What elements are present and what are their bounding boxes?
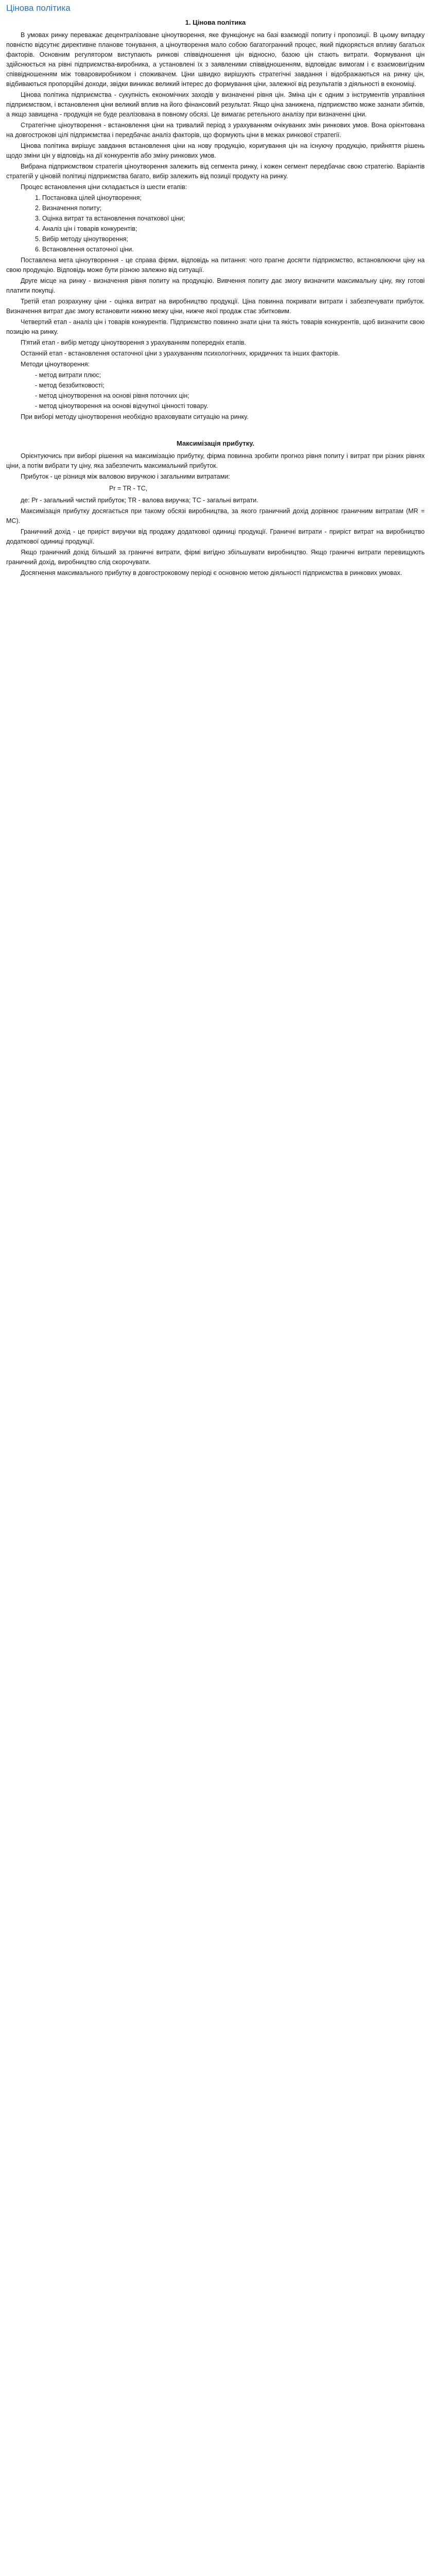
list-item: 5. Вибір методу ціноутворення;	[35, 235, 129, 243]
list-item: 2. Визначення попиту;	[35, 205, 102, 212]
paragraph: Якщо граничний дохід більший за граничні витрати, фірмі вигідно збільшувати виробництво. Якщо граничні витрати перевищують граничний дохід, виробництво слід скорочувати.	[6, 549, 425, 566]
methods-list	[6, 370, 425, 411]
page-title: Цінова політика	[6, 3, 71, 13]
paragraph: Орієнтуючись при виборі рішення на максимізацію прибутку, фірма повинна зробити прогноз рівня попиту і витрат при різних рівнях ціни, а потім вибрати ту ціну, яка забезпечить максимальний прибуток.	[6, 452, 425, 469]
paragraph: Поставлена мета ціноутворення - це справа фірми, відповідь на питання: чого прагне досягти підприємство, встановлюючи ціну на свою продукцію. Відповідь може бути різною залежно від ситуації.	[6, 257, 425, 274]
list-item: - метод ціноутворення на основі рівня поточних цін;	[35, 392, 189, 399]
paragraph: Третій етап розрахунку ціни - оцінка витрат на виробництво продукції. Ціна повинна покривати витрати і забезпечувати прибуток. Визначення витрат дає змогу встановити нижню межу ціни, нижче якої продаж стає збитковим.	[6, 298, 425, 315]
section-heading: Максимізація прибутку.	[177, 439, 254, 447]
paragraph: Четвертий етап - аналіз цін і товарів конкурентів. Підприємство повинно знати ціни та якість товарів конкурентів, щоб визначити свою позицію на ринку.	[6, 318, 425, 335]
paragraph: П'ятий етап - вибір методу ціноутворення з урахуванням попередніх етапів.	[21, 339, 246, 346]
formula: Pr = TR - TC,	[109, 485, 148, 492]
list-item: 6. Встановлення остаточної ціни.	[35, 246, 134, 253]
paragraph: Прибуток - це різниця між валовою виручкою і загальними витратами:	[21, 473, 230, 480]
list-item: 1. Постановка цілей ціноутворення;	[35, 194, 142, 201]
paragraph: Цінова політика вирішує завдання встановлення ціни на нову продукцію, коригування цін на існуючу продукцію, прийняття рішень щодо зміни цін у відповідь на дії конкурентів або зміну ринкових умов.	[6, 142, 425, 159]
list-intro: Процес встановлення ціни складається із шести етапів:	[21, 183, 187, 191]
list-item: - метод витрати плюс;	[35, 371, 101, 379]
paragraph: В умовах ринку переважає децентралізоване ціноутворення, яке функціонує на базі взаємодії попиту і пропозиції. В цьому випадку повністю відсутнє директивне планове тонування, а ціноутворення мало собою багатогранний процес, який підкоряється впливу багатьох факторів. Основним регулятором виступають ринкові співвідношення цін відносно, базою цін стають витрати. Формування цін здійснюється на рівні підприємства-виробника, а установлені їх з заявленими співвідношенням, відповідає вимогам і є взаємовигідним співвідношенням між товаровиробником і споживачем. Ціни швидко вирішують стратегічні завдання і відображаються на ринку цін, відбиваються пропорційні доходи, звідки виникає великий інтерес до формування ціни, залежної від результатів з діяльності в економіці.	[6, 31, 425, 88]
list-item: 4. Аналіз цін і товарів конкурентів;	[35, 225, 137, 232]
paragraph: Друге місце на ринку - визначення рівня попиту на продукцію. Вивчення попиту дає змогу визначити максимальну ціну, яку готові платити покупці.	[6, 277, 425, 294]
steps-list	[6, 193, 425, 255]
paragraph: де: Pr - загальний чистий прибуток; TR - валова виручка; TC - загальні витрати.	[21, 497, 258, 504]
section-heading: 1. Цінова політика	[185, 19, 246, 26]
paragraph: Досягнення максимального прибутку в довгостроковому періоді є основною метою діяльності підприємства в ринкових умовах.	[21, 569, 403, 577]
paragraph: Стратегічне ціноутворення - встановлення ціни на тривалий період з урахуванням очікуваних змін ринкових умов. Вона орієнтована на довгострокові цілі підприємства і передбачає аналіз факторів, що формують ціни в межах ринкової стратегії.	[6, 122, 425, 139]
list-item: - метод ціноутворення на основі відчутної цінності товару.	[35, 402, 208, 410]
list-item: 3. Оцінка витрат та встановлення початкової ціни;	[35, 215, 185, 222]
paragraph: Вибрана підприємством стратегія ціноутворення залежить від сегмента ринку, і кожен сегмент передбачає свою стратегію. Варіантів стратегій у ціновій політиці підприємства багато, вибір залежить від позиції продукту на ринку.	[6, 163, 425, 180]
list-item: - метод беззбитковості;	[35, 382, 104, 389]
paragraph: Останній етап - встановлення остаточної ціни з урахуванням психологічних, юридичних та інших факторів.	[21, 350, 340, 357]
paragraph: При виборі методу ціноутворення необхідно враховувати ситуацію на ринку.	[21, 413, 249, 420]
paragraph: Максимізація прибутку досягається при такому обсязі виробництва, за якого граничний дохід дорівнює граничним витратам (MR = MC).	[6, 507, 425, 524]
paragraph: Граничний дохід - це приріст виручки від продажу додаткової одиниці продукції. Граничні витрати - приріст витрат на виробництво додаткової одиниці продукції.	[6, 528, 425, 545]
paragraph: Цінова політика підприємства - сукупність економічних заходів у визначенні рівня цін. Зміна цін є одним з інструментів управління підприємством, і встановлення ціни великий вплив на його фінансовий результат. Якщо ціна занижена, підприємство може зазнати збитків, а якщо завищена - продукція не буде реалізована в повному обсязі. Це вимагає ретельного аналізу при визначенні ціни.	[6, 91, 425, 118]
methods-intro: Методи ціноутворення:	[21, 361, 90, 368]
document	[0, 0, 436, 587]
